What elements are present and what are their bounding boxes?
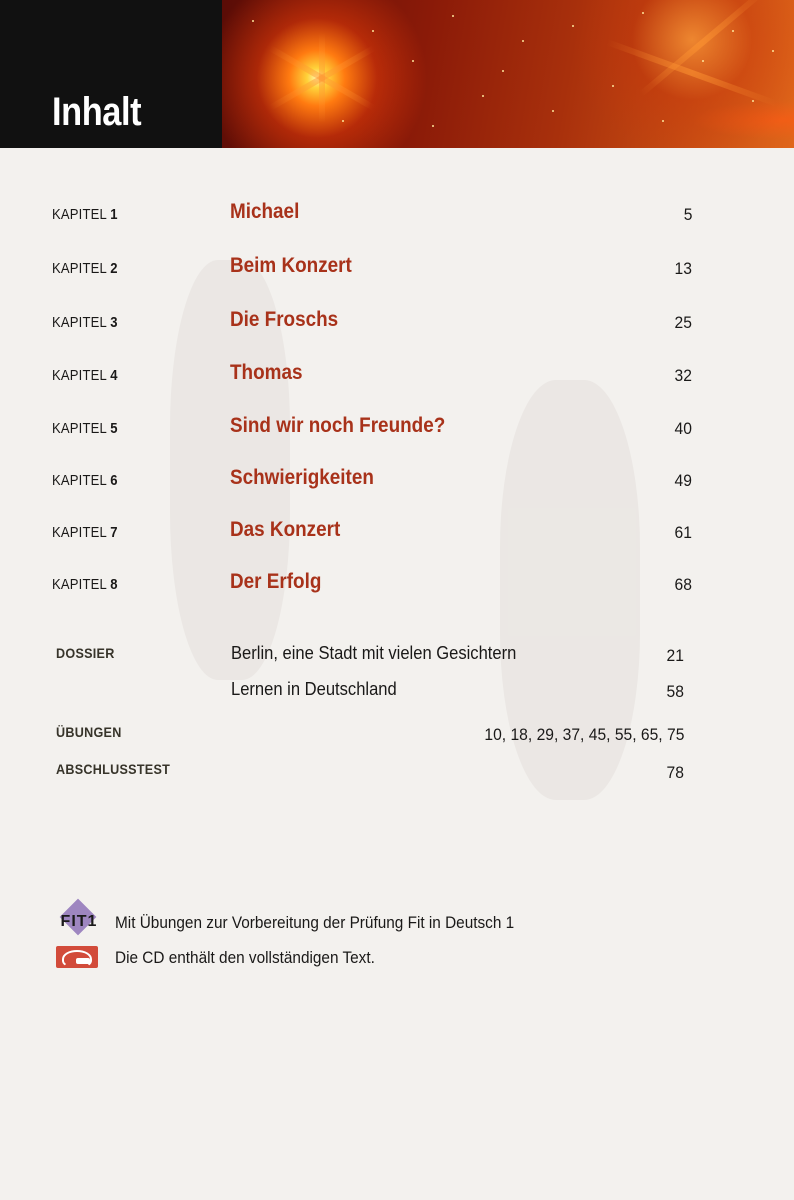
fit-badge-icon: FIT1 <box>56 908 102 938</box>
uebungen-pages: 10, 18, 29, 37, 45, 55, 65, 75 <box>483 725 684 744</box>
page-number: 61 <box>674 523 692 542</box>
page-number: 78 <box>666 763 684 782</box>
toc-chapter-row[interactable] <box>0 414 794 444</box>
page-number: 49 <box>674 471 692 490</box>
chapter-label: KAPITEL 4 <box>52 368 118 384</box>
chapter-label: KAPITEL 8 <box>52 577 118 593</box>
page-number: 68 <box>674 575 692 594</box>
dossier-entry[interactable]: Berlin, eine Stadt mit vielen Gesichtern <box>231 643 517 663</box>
legend-cd <box>56 943 656 975</box>
header-band <box>0 0 794 148</box>
chapter-title[interactable]: Beim Konzert <box>230 254 352 277</box>
chapter-label: KAPITEL 2 <box>52 261 118 277</box>
chapter-title[interactable]: Michael <box>230 200 300 223</box>
page-title: Inhalt <box>52 90 142 134</box>
chapter-title[interactable]: Die Froschs <box>230 308 339 331</box>
toc-chapter-row[interactable] <box>0 518 794 548</box>
legend-fit-text: Mit Übungen zur Vorbereitung der Prüfung Fit in Deutsch 1 <box>115 914 515 932</box>
chapter-title[interactable]: Thomas <box>230 361 303 384</box>
chapter-label: KAPITEL 7 <box>52 525 118 541</box>
page-number: 58 <box>666 682 684 701</box>
toc-chapter-row[interactable] <box>0 200 794 230</box>
chapter-label: KAPITEL 5 <box>52 421 118 437</box>
page-number: 13 <box>674 259 692 278</box>
chapter-title[interactable]: Schwierigkeiten <box>230 466 374 489</box>
chapter-title[interactable]: Das Konzert <box>230 518 341 541</box>
uebungen-label: ÜBUNGEN <box>56 724 122 740</box>
chapter-label: KAPITEL 1 <box>52 207 118 223</box>
chapter-title[interactable]: Der Erfolg <box>230 570 322 593</box>
dossier-label: DOSSIER <box>56 645 115 661</box>
abschlusstest-label: ABSCHLUSSTEST <box>56 761 171 777</box>
page-number: 40 <box>674 419 692 438</box>
dossier-entry[interactable]: Lernen in Deutschland <box>231 679 397 699</box>
toc-chapter-row[interactable] <box>0 361 794 391</box>
cd-icon <box>56 946 98 968</box>
legend-cd-text: Die CD enthält den vollständigen Text. <box>115 949 375 967</box>
toc-chapter-row[interactable] <box>0 570 794 600</box>
legend-fit <box>56 908 656 940</box>
toc-chapter-row[interactable] <box>0 308 794 338</box>
chapter-label: KAPITEL 6 <box>52 473 118 489</box>
page-number: 21 <box>666 646 684 665</box>
toc-chapter-row[interactable] <box>0 466 794 496</box>
page-number: 5 <box>683 205 692 224</box>
page-number: 32 <box>674 366 692 385</box>
chapter-title[interactable]: Sind wir noch Freunde? <box>230 414 446 437</box>
toc-chapter-row[interactable] <box>0 254 794 284</box>
chapter-label: KAPITEL 3 <box>52 315 118 331</box>
header-photo <box>222 0 794 148</box>
page-number: 25 <box>674 313 692 332</box>
